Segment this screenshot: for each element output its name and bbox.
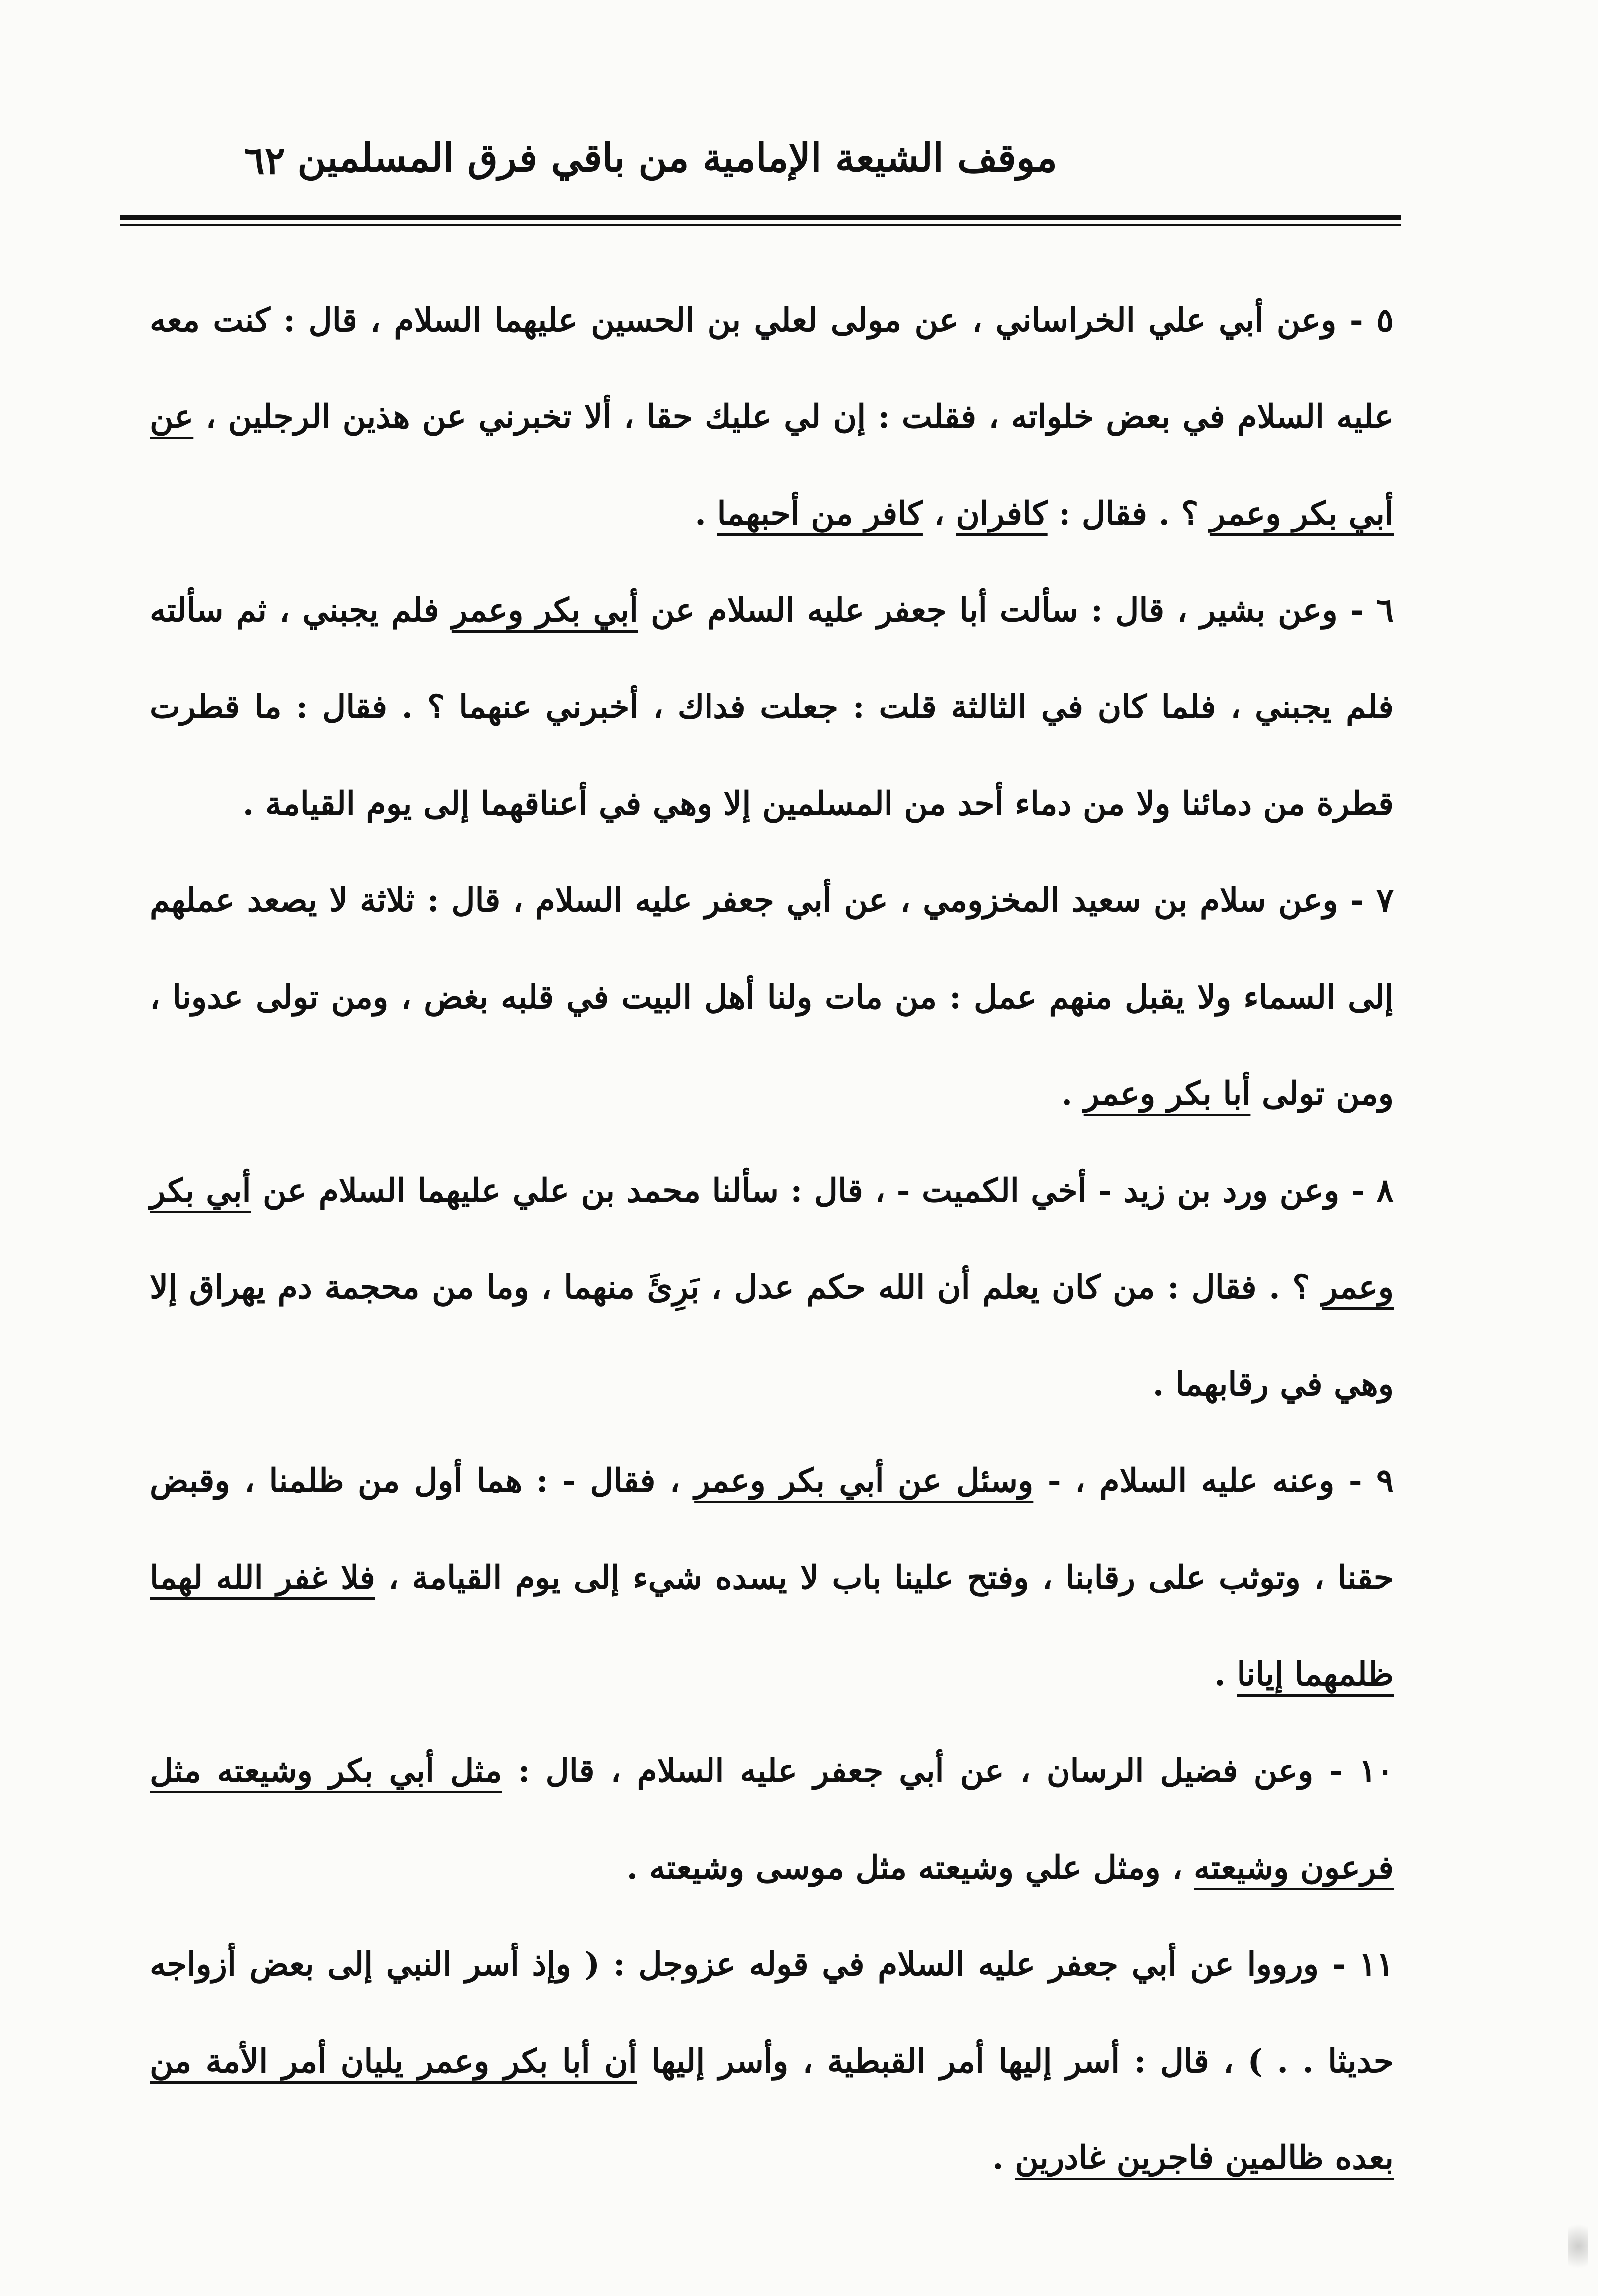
page-header — [120, 125, 1401, 199]
hadith-paragraph — [150, 1142, 1394, 1432]
paragraph-text: ، — [922, 495, 956, 532]
hadith-paragraph — [150, 272, 1394, 562]
paragraph-text: . — [695, 495, 717, 532]
paragraph-text: فلم يجبني ، ثم سألته فلم يجبني ، فلما كان في الثالثة قلت : جعلت فداك ، أخبرني عنهما ؟ . فقال : ما قطرت قطرة من دمائنا ولا من دماء أحد من المسلمين إلا وهي في أعناقهما إلى يوم القيامة . — [150, 591, 1394, 823]
paragraph-number: ٧ — [1376, 882, 1394, 919]
hadith-paragraph — [150, 1916, 1394, 2206]
scan-artifact — [1568, 2216, 1588, 2276]
header-rule-thick — [120, 215, 1401, 220]
paragraph-number: ١٠ — [1359, 1752, 1394, 1790]
paragraph-text: ؟ . فقال : من كان يعلم أن الله حكم عدل ، بَرِئَ منهما ، وما من محجمة دم يهراق إلا وهي في رقابهما . — [150, 1268, 1394, 1403]
paragraph-number: ٥ — [1376, 301, 1394, 339]
header-rule-thin — [120, 224, 1401, 226]
paragraph-text: - وعن بشير ، قال : سألت أبا جعفر عليه السلام عن — [638, 591, 1377, 629]
page-number: ٦٢ — [244, 138, 285, 182]
body-text — [150, 272, 1394, 2206]
paragraph-number: ٩ — [1376, 1462, 1394, 1500]
paragraph-text: - وعنه عليه السلام ، - — [1033, 1462, 1377, 1500]
underlined-phrase: أبي بكر وعمر — [150, 1172, 1394, 1306]
paragraph-text: - وعن سلام بن سعيد المخزومي ، عن أبي جعفر عليه السلام ، قال : ثلاثة لا يصعد عملهم إلى السماء ولا يقبل منهم عمل : من مات ولنا أهل البيت في قلبه بغض ، ومن تولى عدونا ، ومن تولى — [150, 882, 1394, 1113]
paragraph-text: ، ومثل علي وشيعته مثل موسى وشيعته . — [626, 1849, 1194, 1887]
paragraph-text: ، فقال - : هما أول من ظلمنا ، وقبض حقنا ، وتوثب على رقابنا ، وفتح علينا باب لا يسده شيء إلى يوم القيامة ، — [150, 1462, 1394, 1596]
underlined-phrase: وسئل عن أبي بكر وعمر — [694, 1462, 1034, 1500]
paragraph-text: ؟ . فقال : — [1047, 495, 1210, 532]
underlined-phrase: أبا بكر وعمر — [1083, 1075, 1251, 1113]
hadith-paragraph — [150, 1432, 1394, 1723]
paragraph-number: ٨ — [1376, 1172, 1394, 1210]
hadith-paragraph — [150, 852, 1394, 1142]
underlined-phrase: أبي بكر وعمر — [451, 591, 638, 629]
paragraph-number: ١١ — [1359, 1945, 1394, 1983]
underlined-phrase: كافر من أحبهما — [717, 495, 923, 532]
hadith-paragraph — [150, 562, 1394, 852]
paragraph-text: . — [992, 2139, 1015, 2177]
paragraph-text: . — [1061, 1075, 1084, 1113]
paragraph-number: ٦ — [1376, 591, 1394, 629]
paragraph-text: - وعن فضيل الرسان ، عن أبي جعفر عليه السلام ، قال : — [502, 1752, 1359, 1790]
paragraph-text: - ورووا عن أبي جعفر عليه السلام في قوله عزوجل : ( وإذ أسر النبي إلى بعض أزواجه حديثا . . ) ، قال : أسر إليها أمر القبطية ، وأسر إليها — [150, 1945, 1394, 2080]
hadith-paragraph — [150, 1723, 1394, 1916]
paragraph-text: - وعن ورد بن زيد - أخي الكميت - ، قال : سألنا محمد بن علي عليهما السلام عن — [251, 1172, 1377, 1210]
underlined-phrase: عن أبي بكر وعمر — [150, 398, 1394, 532]
underlined-phrase: مثل أبي بكر وشيعته مثل فرعون وشيعته — [150, 1752, 1394, 1887]
paragraph-text: . — [1214, 1655, 1237, 1693]
underlined-phrase: فلا غفر الله لهما ظلمهما إيانا — [150, 1559, 1394, 1693]
paragraph-text: - وعن أبي علي الخراساني ، عن مولى لعلي بن الحسين عليهما السلام ، قال : كنت معه عليه السلام في بعض خلواته ، فقلت : إن لي عليك حقا ، ألا تخبرني عن هذين الرجلين ، — [150, 301, 1394, 436]
running-title: موقف الشيعة الإمامية من باقي فرق المسلمين — [297, 135, 1057, 180]
underlined-phrase: كافران — [956, 495, 1048, 532]
underlined-phrase: أن أبا بكر وعمر يليان أمر الأمة من بعده ظالمين فاجرين غادرين — [150, 2042, 1394, 2177]
